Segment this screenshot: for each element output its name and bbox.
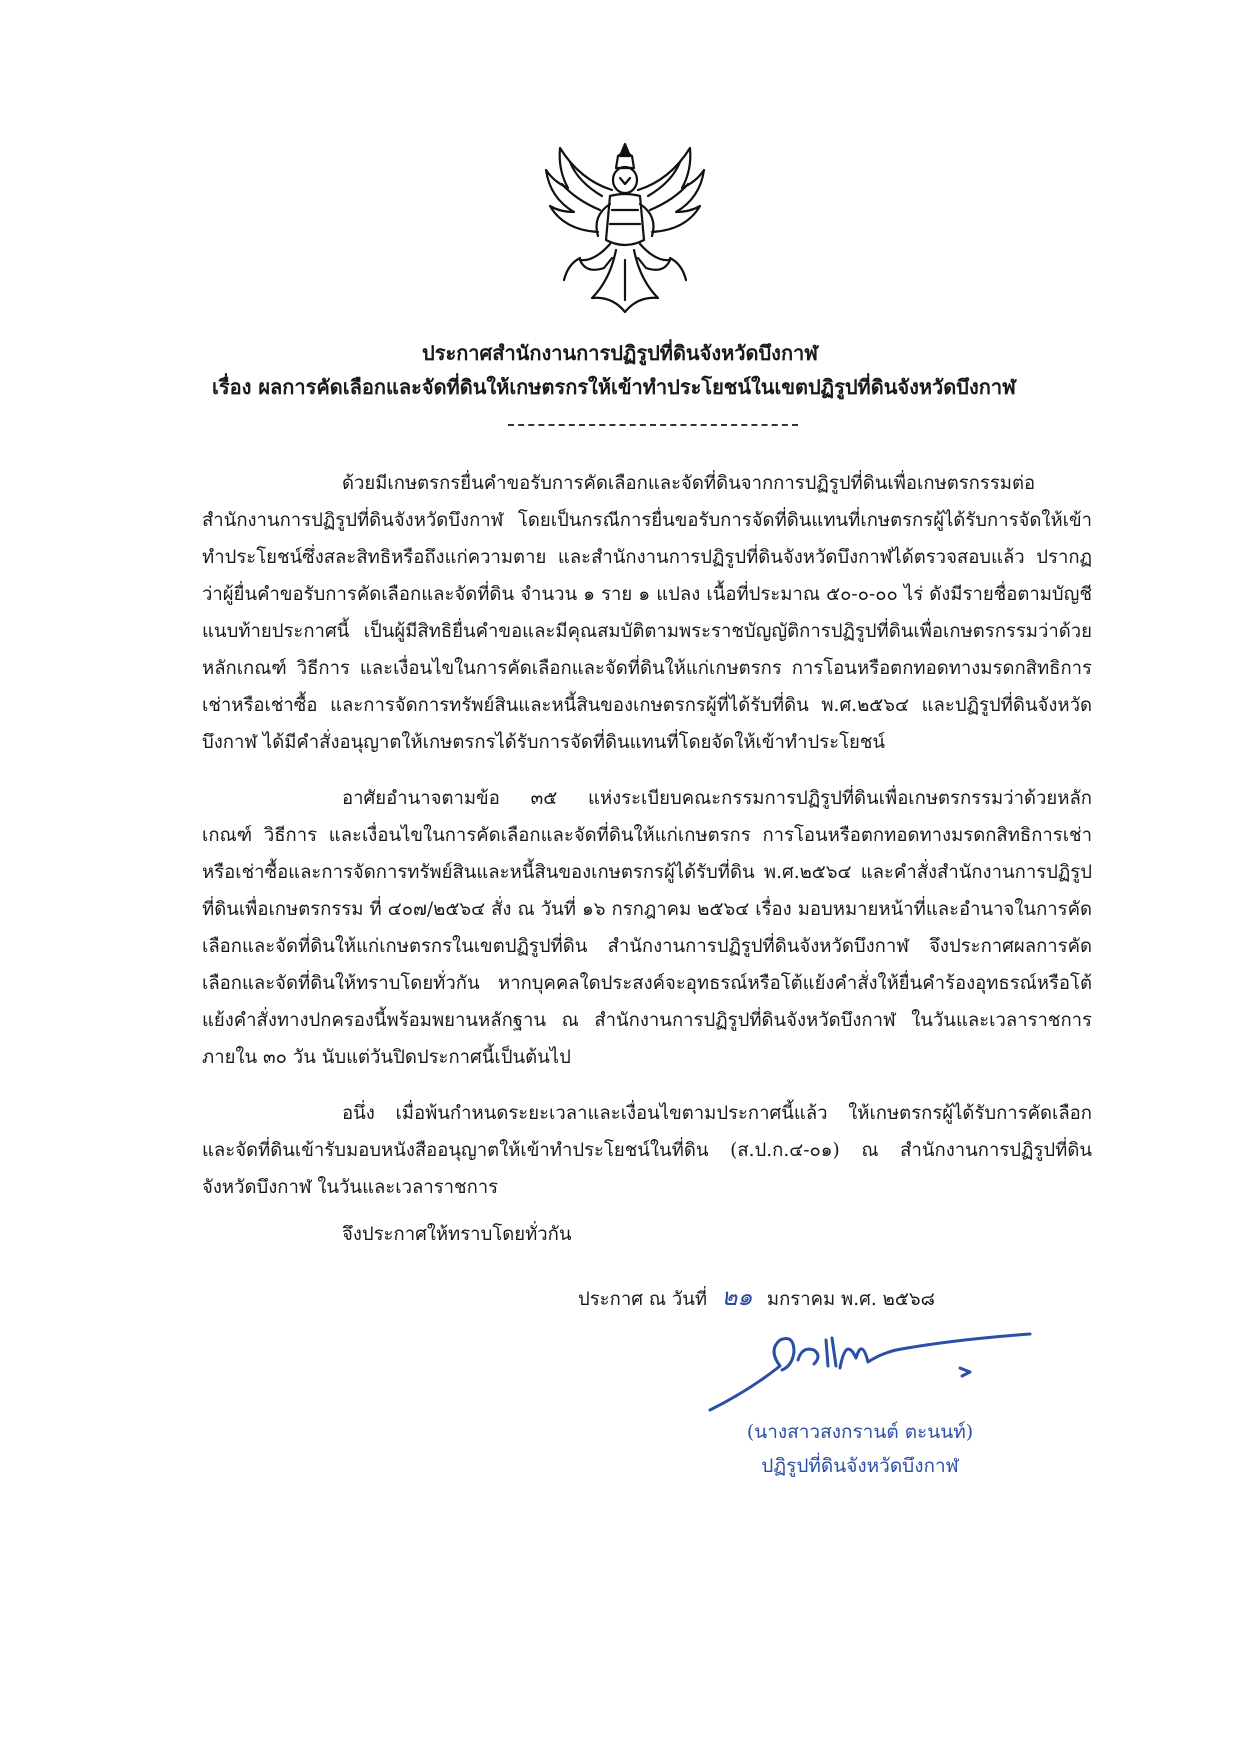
announcement-subject: เรื่อง ผลการคัดเลือกและจัดที่ดินให้เกษตรกรให้เข้าทำประโยชน์ในเขตปฏิรูปที่ดินจังหวัดบึงกาฬ xyxy=(212,375,1016,399)
signer-name: (นางสาวสงกรานต์ ตะนนท์) xyxy=(746,1421,974,1443)
signer-block xyxy=(700,1415,1020,1483)
body-paragraph-3: อนึ่ง เมื่อพ้นกำหนดระยะเวลาและเงื่อนไขตามประกาศนี้แล้ว ให้เกษตรกรผู้ได้รับการคัดเลือกและจัดที่ดินเข้ารับมอบหนังสืออนุญาตให้เข้าทำประโยชน์ในที่ดิน (ส.ป.ก.๔-๐๑) ณ สำนักงานการปฏิรูปที่ดินจังหวัดบึงกาฬ ในวันและเวลาราชการ xyxy=(202,1103,1092,1198)
garuda-emblem-icon xyxy=(540,140,710,320)
title-divider xyxy=(508,424,798,426)
date-month-year: มกราคม พ.ศ. ๒๕๖๘ xyxy=(766,1289,935,1310)
announcement-body xyxy=(202,465,1092,1225)
date-day-handwritten: ๒๑ xyxy=(721,1283,753,1311)
page-title: ประกาศสำนักงานการปฏิรูปที่ดินจังหวัดบึงกาฬ xyxy=(422,341,818,365)
date-prefix: ประกาศ ณ วันที่ xyxy=(578,1289,708,1310)
body-paragraph-2: อาศัยอำนาจตามข้อ ๓๕ แห่งระเบียบคณะกรรมการปฏิรูปที่ดินเพื่อเกษตรกรรมว่าด้วยหลักเกณฑ์ วิธีการ และเงื่อนไขในการคัดเลือกและจัดที่ดินให้แก่เกษตรกร การโอนหรือตกทอดทางมรดกสิทธิการเช่าหรือเช่าซื้อและการจัดการทรัพย์สินและหนี้สินของเกษตรกรผู้ได้รับที่ดิน พ.ศ.๒๕๖๔ และคำสั่งสำนักงานการปฏิรูปที่ดินเพื่อเกษตรกรรม ที่ ๔๐๗/๒๕๖๔ สั่ง ณ วันที่ ๑๖ กรกฎาคม ๒๕๖๔ เรื่อง มอบหมายหน้าที่และอำนาจในการคัดเลือกและจัดที่ดินให้แก่เกษตรกรในเขตปฏิรูปที่ดิน สำนักงานการปฏิรูปที่ดินจังหวัดบึงกาฬ จึงประกาศผลการคัดเลือกและจัดที่ดินให้ทราบโดยทั่วกัน หากบุคคลใดประสงค์จะอุทธรณ์หรือโต้แย้งคำสั่งให้ยื่นคำร้องอุทธรณ์หรือโต้แย้งคำสั่งทางปกครองนี้พร้อมพยานหลักฐาน ณ สำนักงานการปฏิรูปที่ดินจังหวัดบึงกาฬ ในวันและเวลาราชการ ภายใน ๓๐ วัน นับแต่วันปิดประกาศนี้เป็นต้นไป xyxy=(202,788,1092,1068)
body-paragraph-1: ด้วยมีเกษตรกรยื่นคำขอรับการคัดเลือกและจัดที่ดินจากการปฏิรูปที่ดินเพื่อเกษตรกรรมต่อสำนักงานการปฏิรูปที่ดินจังหวัดบึงกาฬ โดยเป็นกรณีการยื่นขอรับการจัดที่ดินแทนที่เกษตรกรผู้ได้รับการจัดให้เข้าทำประโยชน์ซึ่งสละสิทธิหรือถึงแก่ความตาย และสำนักงานการปฏิรูปที่ดินจังหวัดบึงกาฬได้ตรวจสอบแล้ว ปรากฏว่าผู้ยื่นคำขอรับการคัดเลือกและจัดที่ดิน จำนวน ๑ ราย ๑ แปลง เนื้อที่ประมาณ ๕๐-๐-๐๐ ไร่ ดังมีรายชื่อตามบัญชีแนบท้ายประกาศนี้ เป็นผู้มีสิทธิยื่นคำขอและมีคุณสมบัติตามพระราชบัญญัติการปฏิรูปที่ดินเพื่อเกษตรกรรมว่าด้วยหลักเกณฑ์ วิธีการ และเงื่อนไขในการคัดเลือกและจัดที่ดินให้แก่เกษตรกร การโอนหรือตกทอดทางมรดกสิทธิการเช่าหรือเช่าซื้อ และการจัดการทรัพย์สินและหนี้สินของเกษตรกรผู้ที่ได้รับที่ดิน พ.ศ.๒๕๖๔ และปฏิรูปที่ดินจังหวัดบึงกาฬ ได้มีคำสั่งอนุญาตให้เกษตรกรได้รับการจัดที่ดินแทนที่โดยจัดให้เข้าทำประโยชน์ xyxy=(202,473,1092,753)
closing-statement: จึงประกาศให้ทราบโดยทั่วกัน xyxy=(342,1224,572,1245)
announcement-header xyxy=(180,336,1060,404)
signer-position: ปฏิรูปที่ดินจังหวัดบึงกาฬ xyxy=(761,1455,959,1477)
signature-icon xyxy=(690,1310,1070,1420)
